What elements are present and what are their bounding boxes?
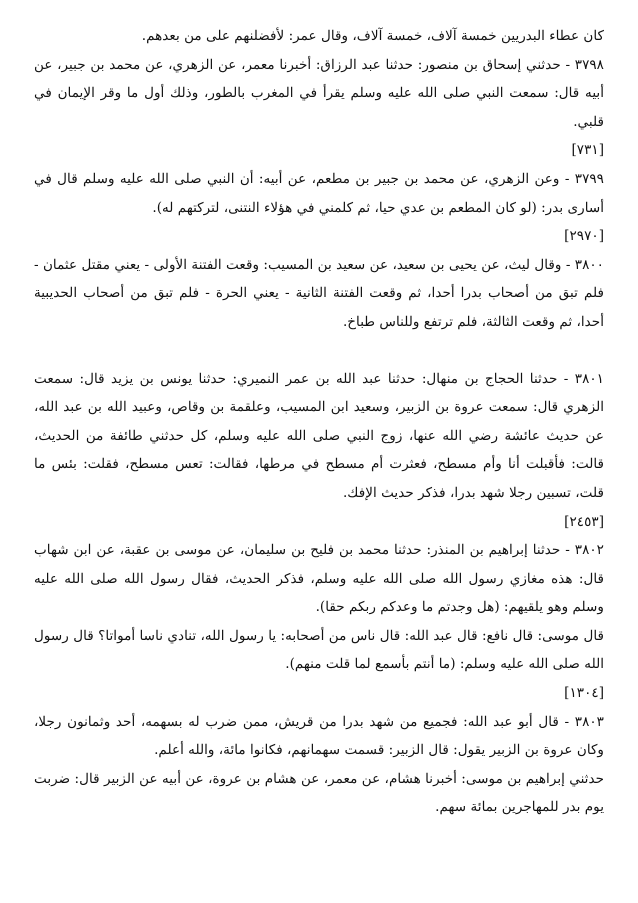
- hadith-paragraph: ٣٨٠٠ - وقال ليث، عن يحيى بن سعيد، عن سعيد بن المسيب: وقعت الفتنة الأولى - يعني مقتل عثمان - فلم تبق من أصحاب بدرا أحدا، ثم وقعت الفتنة الثانية - يعني الحرة - فلم تبق من أصحاب الحديبية أحدا، ثم وقعت الثالثة، فلم ترتفع وللناس طباخ.: [34, 256, 604, 330]
- hadith-paragraph: ٣٧٩٨ - حدثني إسحاق بن منصور: حدثنا عبد الرزاق: أخبرنا معمر، عن الزهري، عن محمد بن جبير، عن أبيه قال: سمعت النبي صلى الله عليه وسلم يقرأ في المغرب بالطور، وذلك أول ما وقر الإيمان في قلبي.: [34, 56, 604, 130]
- hadith-paragraph: ٣٧٩٩ - وعن الزهري، عن محمد بن جبير بن مطعم، عن أبيه: أن النبي صلى الله عليه وسلم قال في أسارى بدر: (لو كان المطعم بن عدي حيا، ثم كلمني في هؤلاء النتنى، لتركتهم له).: [34, 170, 604, 216]
- page-body: [34, 22, 604, 822]
- cross-reference: [٧٣١]: [571, 142, 604, 159]
- hadith-paragraph: ٣٨٠١ - حدثنا الحجاج بن منهال: حدثنا عبد الله بن عمر النميري: حدثنا يونس بن يزيد قال: سمعت الزهري قال: سمعت عروة بن الزبير، وسعيد ابن المسيب، وعلقمة بن وقاص، وعبيد الله بن عبد الله، عن حديث عائشة رضي الله عنها، زوج النبي صلى الله عليه وسلم، كل حدثني طائفة من الحديث، قالت: فأقبلت أنا وأم مسطح، فعثرت أم مسطح في مرطها، فقالت: تعس مسطح، فقلت: بئس ما قلت، تسبين رجلا شهد بدرا، فذكر حديث الإفك.: [34, 370, 604, 501]
- cross-reference: [٢٩٧٠]: [564, 228, 604, 245]
- hadith-paragraph: حدثني إبراهيم بن موسى: أخبرنا هشام، عن معمر، عن هشام بن عروة، عن أبيه عن الزبير قال: ضربت يوم بدر للمهاجرين بمائة سهم.: [34, 770, 604, 816]
- hadith-paragraph: ٣٨٠٣ - قال أبو عبد الله: فجميع من شهد بدرا من قريش، ممن ضرب له بسهمه، أحد وثمانون رجلا، وكان عروة بن الزبير يقول: قال الزبير: قسمت سهمانهم، فكانوا مائة، والله أعلم.: [34, 713, 604, 759]
- paragraph-gap: [34, 337, 604, 365]
- cross-reference: [٢٤٥٣]: [564, 513, 604, 530]
- hadith-paragraph: كان عطاء البدريين خمسة آلاف، خمسة آلاف، وقال عمر: لأفضلنهم على من بعدهم.: [141, 28, 604, 44]
- hadith-paragraph: قال موسى: قال نافع: قال عبد الله: قال ناس من أصحابه: يا رسول الله، تنادي ناسا أمواتا؟ قال رسول الله صلى الله عليه وسلم: (ما أنتم بأسمع لما قلت منهم).: [34, 627, 604, 673]
- hadith-paragraph: ٣٨٠٢ - حدثنا إبراهيم بن المنذر: حدثنا محمد بن فليح بن سليمان، عن موسى بن عقبة، عن ابن شهاب قال: هذه مغازي رسول الله صلى الله عليه وسلم، فذكر الحديث، فقال رسول الله صلى الله عليه وسلم وهو يلقيهم: (هل وجدتم ما وعدكم ربكم حقا).: [34, 542, 604, 616]
- cross-reference: [١٣٠٤]: [564, 685, 604, 702]
